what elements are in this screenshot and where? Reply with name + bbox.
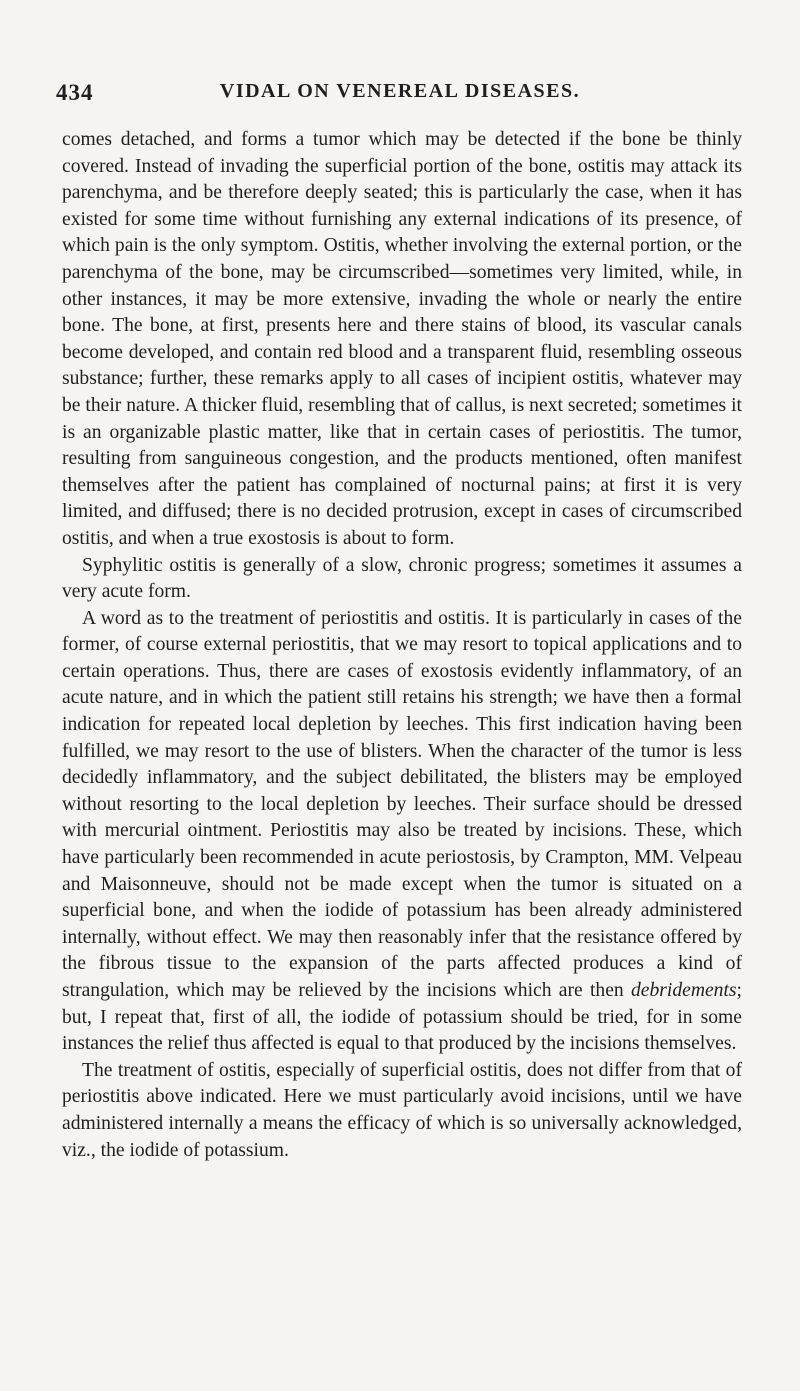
paragraph-continuation: comes detached, and forms a tumor which may be detected if the bone be thinly covered. Instead of invading the superficial portion of the bone, ostitis may attack its parenchyma, and be therefore deeply seated; this is particularly the case, when it has existed for some time without furnishing any external indications of its presence, of which pain is the only symptom. Ostitis, whether involving the external portion, or the parenchyma of the bone, may be circumscribed—sometimes very limited, while, in other instances, it may be more extensive, invading the whole or nearly the entire bone. The bone, at first, presents here and there stains of blood, its vascular canals become developed, and contain red blood and a transparent fluid, resembling osseous substance; further, these remarks apply to all cases of incipient ostitis, whatever may be their nature. A thicker fluid, resembling that of callus, is next secreted; sometimes it is an organizable plastic matter, like that in certain cases of periostitis. The tumor, resulting from sanguineous congestion, and the products mentioned, often manifest themselves after the patient has complained of nocturnal pains; at first it is very limited, and diffused; there is no decided protrusion, except in cases of circumscribed ostitis, and when a true exostosis is about to form.	[62, 129, 742, 549]
running-title: VIDAL ON VENEREAL DISEASES.	[219, 80, 581, 102]
treatment-text-before: A word as to the treatment of periostitis and ostitis. It is particularly in cases of the former, of course external periostitis, that we may resort to topical applications and to certain operations. Thus, there are cases of exostosis evidently inflammatory, of an acute nature, and in which the patient still retains his strength; we have then a formal indication for repeated local depletion by leeches. This first indication having been fulfilled, we may resort to the use of blisters. When the character of the tumor is less decidedly inflammatory, and the subject debilitated, the blisters may be employed without resorting to the local depletion by leeches. Their surface should be dressed with mercurial ointment. Periostitis may also be treated by incisions. These, which have particularly been recommended in acute periostosis, by Crampton, MM. Velpeau and Maisonneuve, should not be made except when the tumor is situated on a superficial bone, and when the iodide of potassium has been already administered internally, without effect. We may then reasonably infer that the resistance offered by the fibrous tissue to the expansion of the parts affected produces a kind of strangulation, which may be relieved by the incisions which are then	[62, 607, 742, 1001]
paragraph-syphilitic-ostitis: Syphylitic ostitis is generally of a slow, chronic progress; sometimes it assumes a very acute form.	[62, 554, 742, 603]
page-number: 434	[56, 80, 94, 105]
running-head	[56, 80, 744, 106]
paragraph-ostitis-treatment: The treatment of ostitis, especially of superficial ostitis, does not differ from that of periostitis above indicated. Here we must particularly avoid incisions, until we have administered internally a means the efficacy of which is so universally acknowledged, viz., the iodide of potassium.	[62, 1059, 742, 1161]
treatment-text-after: ; but, I repeat that, first of all, the iodide of potassium should be tried, for in some instances the relief thus affected is equal to that produced by the incisions themselves.	[62, 980, 742, 1055]
body-text	[62, 127, 742, 1164]
paragraph-treatment	[62, 606, 742, 1058]
emphasis-debridements: debridements	[630, 980, 737, 1001]
